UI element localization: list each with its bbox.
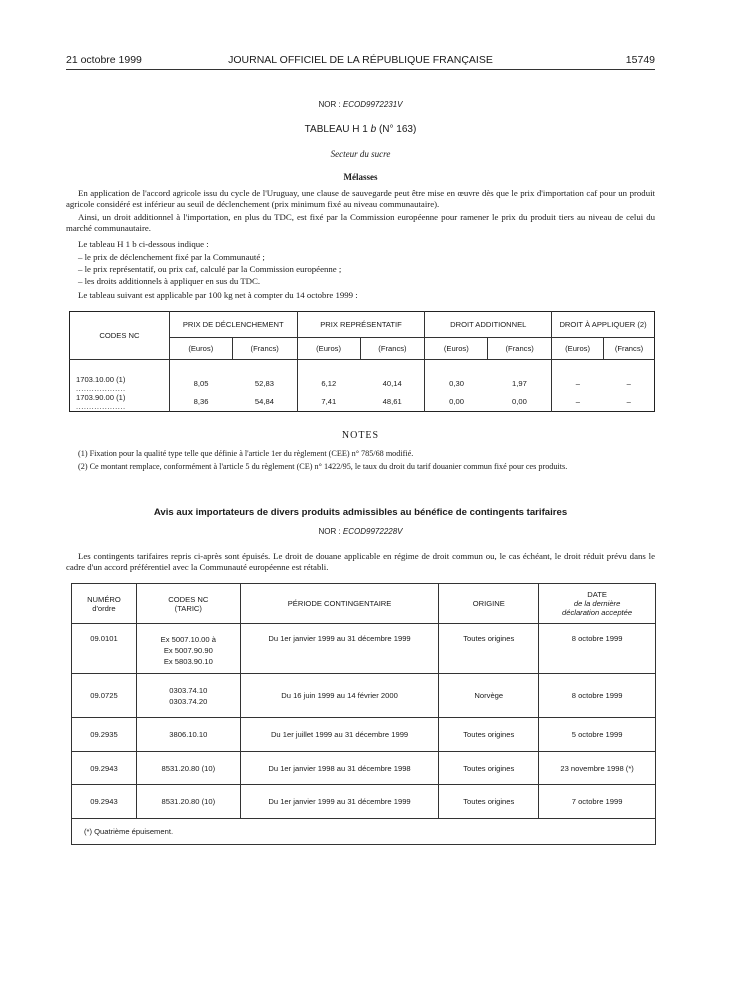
- unit-header: (Euros): [425, 338, 488, 360]
- header-line: (TARIC): [174, 603, 202, 613]
- column-group-header: PRIX REPRÉSENTATIF: [297, 312, 425, 338]
- nor-reference-2: [66, 527, 655, 536]
- value-cell: 7,41: [321, 397, 337, 406]
- value-cell: 6,12: [321, 379, 337, 388]
- value-cell: –: [575, 379, 580, 388]
- code-cell: 1703.90.00 (1) ...................: [70, 393, 170, 411]
- paragraph-droit: Ainsi, un droit additionnel à l'importation, en plus du TDC, est fixé par la Commission européenne pour ramener le prix du produit tiers au niveau de celui du marché communautaire.: [66, 212, 655, 234]
- table-footnote: (*) Quatrième épuisement.: [72, 819, 656, 845]
- notes-title: NOTES: [341, 430, 380, 441]
- header-line: de la dernière: [573, 599, 621, 608]
- header-rule: [66, 69, 655, 70]
- paragraph-tableau: Le tableau H 1 b ci-dessous indique :: [78, 239, 209, 249]
- table-row: [72, 674, 656, 718]
- codes-cell: [136, 785, 240, 819]
- bullet-item: – le prix représentatif, ou prix caf, calculé par la Commission européenne ;: [78, 264, 342, 274]
- numero-cell: 09.0101: [72, 624, 137, 674]
- nor-label: NOR :: [318, 100, 343, 109]
- code-cell: 1703.10.00 (1) ...................: [70, 375, 170, 393]
- code-line: 3806.10.10: [169, 730, 208, 739]
- header-line: d'ordre: [92, 603, 116, 613]
- numero-cell: 09.2943: [72, 785, 137, 819]
- date-cell: 5 octobre 1999: [539, 718, 656, 752]
- date-cell: 8 octobre 1999: [539, 674, 656, 718]
- value-cell: 40,14: [360, 375, 425, 393]
- tableau-title-italic: b: [370, 124, 377, 135]
- numero-cell: 09.0725: [72, 674, 137, 718]
- code-line: Ex 5007.10.00 à: [160, 635, 216, 644]
- code-line: 8531.20.80 (10): [161, 763, 216, 773]
- header-line: NUMÉRO: [87, 594, 121, 604]
- unit-header: (Francs): [360, 338, 425, 360]
- unit-header: (Euros): [552, 338, 604, 360]
- column-header-periode: PÉRIODE CONTINGENTAIRE: [240, 584, 439, 624]
- codes-cell: [136, 752, 240, 785]
- column-group-header: DROIT À APPLIQUER (2): [552, 312, 655, 338]
- value-cell: 0,00: [488, 393, 552, 411]
- table-row: [72, 785, 656, 819]
- bullet-item: – le prix de déclenchement fixé par la Communauté ;: [78, 252, 265, 262]
- codes-cell: [136, 718, 240, 752]
- periode-cell: Du 1er janvier 1999 au 31 décembre 1999: [240, 624, 439, 674]
- column-header-numero: [72, 584, 137, 624]
- header-journal-title: JOURNAL OFFICIEL DE LA RÉPUBLIQUE FRANÇAISE: [228, 54, 493, 66]
- note-1: (1) Fixation pour la qualité type telle que définie à l'article 1er du règlement (CEE) n° 785/68 modifié.: [78, 449, 414, 458]
- code-line: 8531.20.80 (10): [161, 797, 216, 806]
- column-header-codes: [136, 584, 240, 624]
- numero-cell: 09.2935: [72, 718, 137, 752]
- periode-cell: Du 1er janvier 1998 au 31 décembre 1998: [240, 752, 439, 785]
- bullet-item: – les droits additionnels à appliquer en sus du TDC.: [78, 276, 261, 286]
- code-text: 1703.90.00 (1): [76, 392, 126, 402]
- code-line: 0303.74.20: [169, 696, 208, 706]
- unit-header: (Francs): [488, 338, 552, 360]
- header-line: déclaration acceptée: [562, 608, 633, 617]
- periode-cell: Du 1er janvier 1999 au 31 décembre 1999: [240, 785, 439, 819]
- unit-header: (Euros): [169, 338, 232, 360]
- avis-title: Avis aux importateurs de divers produits admissibles au bénéfice de contingents tarifaires: [153, 507, 568, 518]
- value-cell: 8,36: [193, 397, 209, 406]
- origine-cell: Toutes origines: [439, 718, 539, 752]
- value-cell: 0,00: [449, 397, 464, 406]
- value-cell: 48,61: [360, 393, 425, 411]
- tableau-h1b-table: [69, 311, 655, 412]
- table-row: [70, 393, 655, 411]
- codes-cell: [136, 674, 240, 718]
- table-row: [72, 718, 656, 752]
- value-cell: 0,30: [449, 379, 464, 388]
- header-line: DATE: [587, 590, 607, 599]
- code-text: 1703.10.00 (1): [76, 374, 126, 384]
- nor-code: ECOD9972228V: [342, 527, 403, 536]
- note-2: (2) Ce montant remplace, conformément à l'article 5 du règlement (CE) n° 1422/95, le taux du droit du tarif douanier commun fixé pour ces produits.: [78, 462, 568, 471]
- paragraph-applicable: Le tableau suivant est applicable par 100 kg net à compter du 14 octobre 1999 :: [78, 290, 358, 300]
- unit-header: (Francs): [604, 338, 655, 360]
- column-header-codes-nc: CODES NC: [70, 312, 170, 360]
- header-line: CODES NC: [168, 594, 209, 604]
- tableau-title-part: TABLEAU H 1: [304, 124, 371, 135]
- tableau-title-number: (N° 163): [376, 124, 417, 135]
- paragraph-intro: En application de l'accord agricole issu du cycle de l'Uruguay, une clause de sauvegarde peut être mise en œuvre dès que le prix d'importation caf pour un produit agricole considéré est inférieur au seuil de déclenchement (prix minimum fixé au niveau communautaire).: [66, 188, 655, 210]
- nor-reference-1: [66, 100, 655, 109]
- table-row: [72, 752, 656, 785]
- periode-cell: Du 1er juillet 1999 au 31 décembre 1999: [240, 718, 439, 752]
- code-line: 0303.74.10: [169, 685, 208, 695]
- product-heading: Mélasses: [343, 172, 378, 182]
- origine-cell: Toutes origines: [439, 785, 539, 819]
- nor-label: NOR :: [318, 527, 343, 536]
- nor-code: ECOD9972231V: [342, 100, 403, 109]
- column-header-date: [539, 584, 656, 624]
- value-cell: 1,97: [488, 375, 552, 393]
- origine-cell: Toutes origines: [439, 624, 539, 674]
- codes-cell: [136, 624, 240, 674]
- header-page-number: 15749: [625, 54, 655, 66]
- column-group-header: PRIX DE DÉCLENCHEMENT: [169, 312, 297, 338]
- page-header: [66, 54, 655, 68]
- date-cell: 8 octobre 1999: [539, 624, 656, 674]
- header-date: 21 octobre 1999: [66, 54, 142, 66]
- value-cell: –: [626, 397, 631, 406]
- sector-subtitle: Secteur du sucre: [330, 149, 391, 159]
- date-cell: 7 octobre 1999: [539, 785, 656, 819]
- value-cell: –: [626, 379, 631, 388]
- table-row: [72, 624, 656, 674]
- column-header-origine: ORIGINE: [439, 584, 539, 624]
- contingents-table: [71, 583, 656, 845]
- origine-cell: Toutes origines: [439, 752, 539, 785]
- code-line: Ex 5007.90.90: [163, 646, 213, 655]
- periode-cell: Du 16 juin 1999 au 14 février 2000: [240, 674, 439, 718]
- code-line: Ex 5803.90.10: [163, 657, 213, 666]
- tableau-title: [66, 124, 655, 135]
- value-cell: –: [575, 397, 580, 406]
- value-cell: 8,05: [193, 379, 209, 388]
- unit-header: (Euros): [297, 338, 360, 360]
- value-cell: 52,83: [232, 375, 297, 393]
- column-group-header: DROIT ADDITIONNEL: [425, 312, 552, 338]
- numero-cell: 09.2943: [72, 752, 137, 785]
- date-cell: 23 novembre 1998 (*): [539, 752, 656, 785]
- avis-paragraph: Les contingents tarifaires repris ci-après sont épuisés. Le droit de douane applicable en régime de droit commun ou, le cas échéant, le droit réduit prévu dans le cadre d'un accord préférentiel avec la Communauté européenne est rétabli.: [66, 551, 655, 573]
- value-cell: 54,84: [232, 393, 297, 411]
- unit-header: (Francs): [232, 338, 297, 360]
- origine-cell: Norvège: [439, 674, 539, 718]
- table-row: [70, 375, 655, 393]
